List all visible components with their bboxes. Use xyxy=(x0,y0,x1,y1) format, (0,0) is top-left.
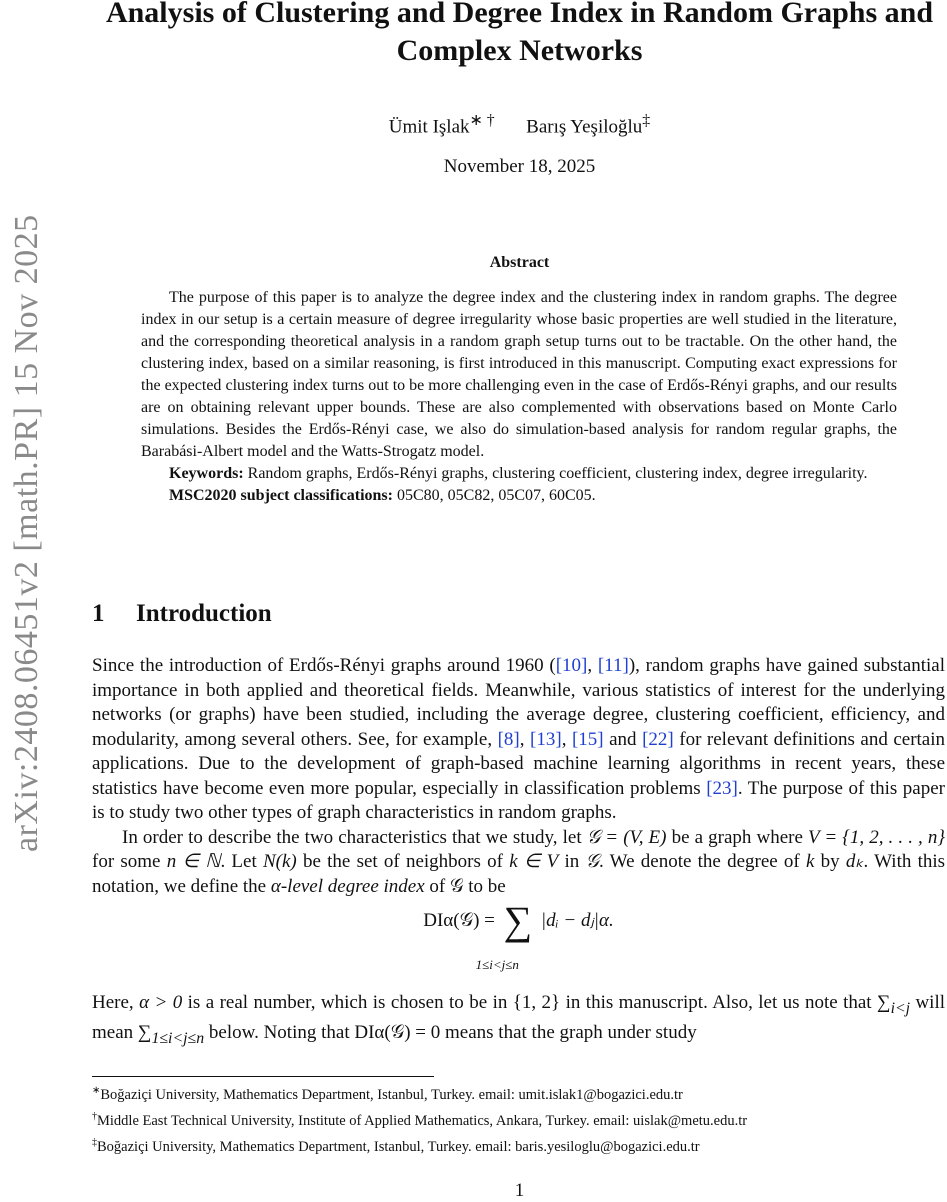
msc-label: MSC2020 subject classifications: xyxy=(169,487,393,504)
citation-15[interactable]: [15] xyxy=(571,728,604,750)
msc-text: 05C80, 05C82, 05C07, 60C05. xyxy=(396,487,596,504)
footnote-2: †Middle East Technical University, Institute of Applied Mathematics, Ankara, Turkey. email: uislak@metu.edu.tr xyxy=(92,1110,748,1129)
page-number: 1 xyxy=(514,1180,525,1201)
citation-10[interactable]: [10] xyxy=(555,655,588,676)
introduction-body xyxy=(92,654,945,1052)
author-1-marks: ∗ † xyxy=(469,112,495,129)
degree-index-equation xyxy=(92,898,945,983)
paper-title: Analysis of Clustering and Degree Index in Random Graphs and Complex Networks xyxy=(105,0,934,67)
sum-subscript: 1≤i<j≤n xyxy=(475,957,519,973)
keywords-label: Keywords: xyxy=(169,465,244,482)
arxiv-stamp: arXiv:2408.06451v2 [math.PR] 15 Nov 2025 xyxy=(8,214,45,852)
defined-term: α-level degree index xyxy=(270,875,425,897)
keywords-line xyxy=(141,463,897,485)
abstract-body xyxy=(141,287,897,507)
paper-date: November 18, 2025 xyxy=(443,156,596,177)
citation-8[interactable]: [8] xyxy=(497,728,520,750)
citation-11[interactable]: [11] xyxy=(597,655,629,676)
equation-lhs: DIα(𝒢) = xyxy=(423,910,495,931)
intro-paragraph-1: Since the introduction of Erdős-Rényi graphs around 1960 ([10], [11]), random graphs have gained substantial importance in both applied and theoretical fields. Meanwhile, various statistics of interest for the underlying networks (or graphs) have been studied, including the average degree, clustering coefficient, efficiency, and modularity, among several others. See, for example, [8], [13], [15] and [22] for relevant definitions and certain applications. Due to the development of graph-based machine learning algorithms in recent years, these statistics have become even more popular, especially in classification problems [23]. The purpose of this paper is to study two other types of graph characteristics in random graphs. xyxy=(92,655,946,823)
footnote-3: ‡Boğaziçi University, Mathematics Department, Istanbul, Turkey. email: baris.yesiloglu@bogazici.edu.tr xyxy=(92,1136,700,1155)
section-title: Introduction xyxy=(136,600,272,627)
footnote-1: ∗Boğaziçi University, Mathematics Department, Istanbul, Turkey. email: umit.islak1@bogazici.edu.tr xyxy=(92,1085,683,1103)
author-2-marks: ‡ xyxy=(642,112,651,129)
abstract-text: The purpose of this paper is to analyze the degree index and the clustering index in random graphs. The degree index in our setup is a certain measure of degree irregularity whose basic properties are well studied in the literature, and the corresponding theoretical analysis in a random graph setup turns out to be tractable. On the other hand, the clustering index, based on a similar reasoning, is first introduced in this manuscript. Computing exact expressions for the expected clustering index turns out to be more challenging even in the case of Erdős-Rényi graphs, and our results are on obtaining relevant upper bounds. These are also complemented with observations based on Monte Carlo simulations. Besides the Erdős-Rényi case, we also do simulation-based analysis for random regular graphs, the Barabási-Albert model and the Watts-Strogatz model. xyxy=(141,289,897,460)
author-1: Ümit Işlak xyxy=(388,116,470,138)
citation-23[interactable]: [23] xyxy=(706,777,738,799)
citation-22[interactable]: [22] xyxy=(642,728,674,750)
msc-line xyxy=(141,485,897,507)
section-number: 1 xyxy=(92,600,105,627)
author-line xyxy=(92,110,947,138)
section-heading xyxy=(92,600,947,628)
intro-paragraph-3: Here, α > 0 is a real number, which is chosen to be in {1, 2} in this manuscript. Also, let us note that $\sum_{i<j}$ will mean $\sum_{1\le i<j\le n}$ below. Noting that DIα(𝒢) = 0 means that the graph under study xyxy=(92,992,946,1048)
keywords-text: Random graphs, Erdős-Rényi graphs, clustering coefficient, clustering index, degree irregularity. xyxy=(247,465,868,482)
footnotes xyxy=(92,1080,947,1157)
intro-paragraph-2: In order to describe the two characteristics that we study, let 𝒢 = (V, E) be a graph where V = {1, 2, . . . , n} for some n ∈ ℕ. Let N(k) be the set of neighbors of k ∈ V in 𝒢. We denote the degree of k by dₖ. With this notation, we define the α-level degree index of 𝒢 to be xyxy=(92,826,946,897)
abstract-heading: Abstract xyxy=(489,254,550,271)
equation-rhs: |dᵢ − dⱼ|α. xyxy=(540,910,614,931)
sum-symbol: ∑ 1≤i<j≤n xyxy=(504,909,533,934)
footnote-divider xyxy=(92,1076,434,1077)
citation-13[interactable]: [13] xyxy=(530,728,562,750)
author-2: Barış Yeşiloğlu xyxy=(526,116,643,138)
